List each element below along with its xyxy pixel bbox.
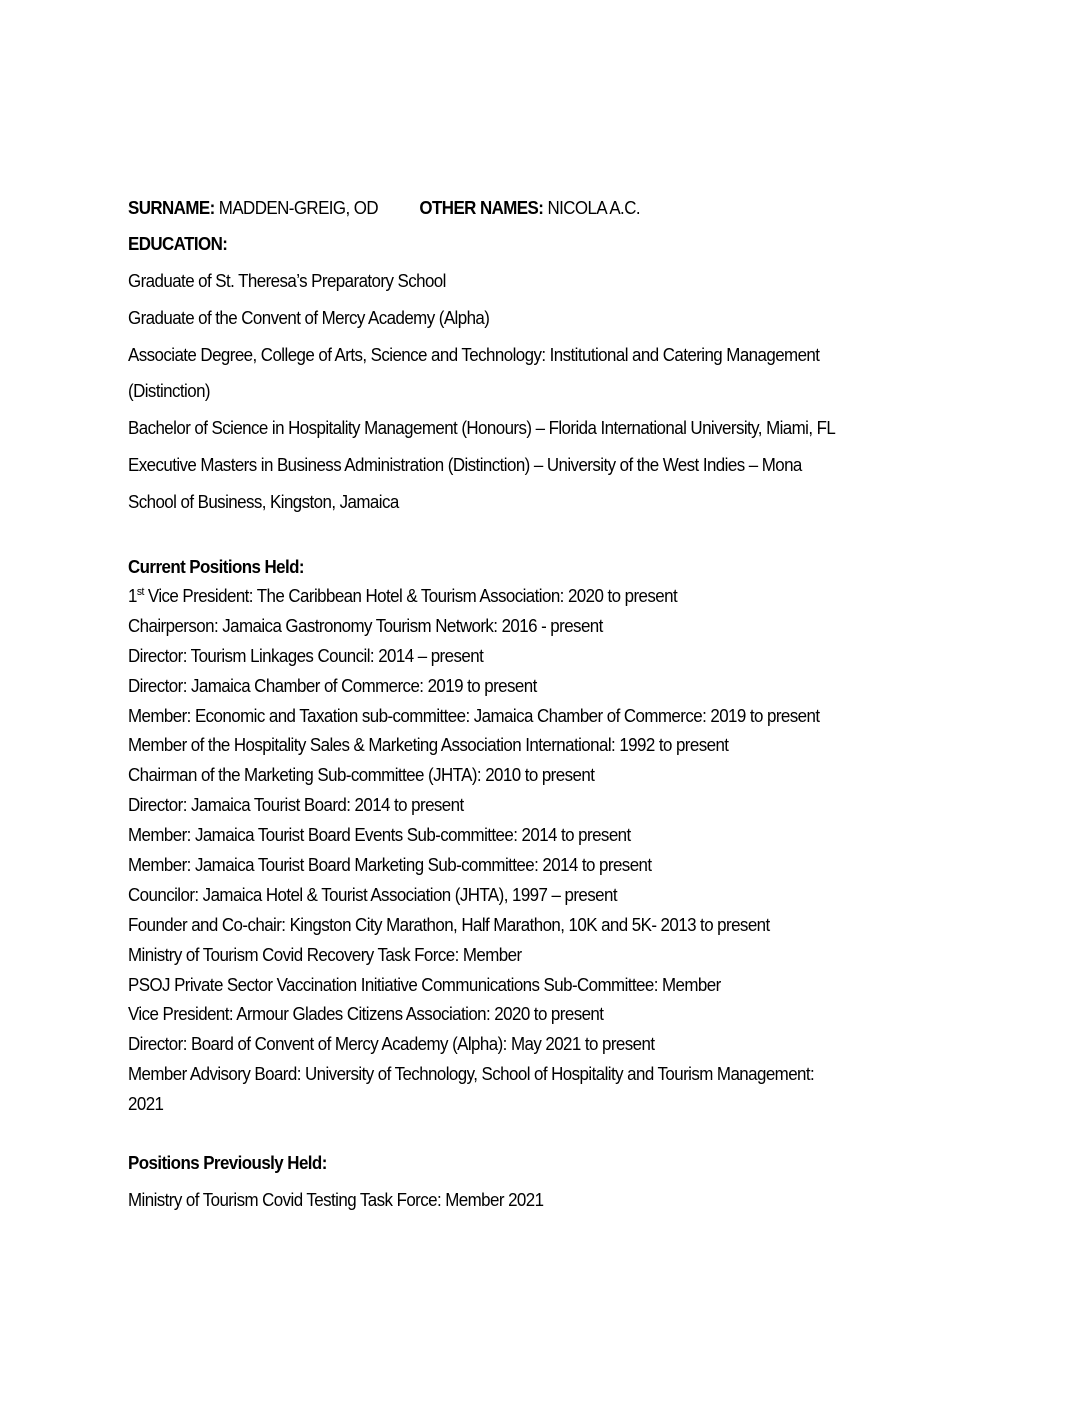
education-line: Bachelor of Science in Hospitality Management (Honours) – Florida International University, Miami, FL <box>128 418 836 439</box>
education-list <box>128 263 880 521</box>
position-line: Councilor: Jamaica Hotel & Tourist Association (JHTA), 1997 – present <box>128 884 617 905</box>
ordinal-suffix: st <box>136 586 144 598</box>
education-line: School of Business, Kingston, Jamaica <box>128 491 399 512</box>
current-positions-list <box>128 582 864 1120</box>
position-line: Member: Economic and Taxation sub-committee: Jamaica Chamber of Commerce: 2019 to present <box>128 705 820 726</box>
position-line: Vice President: Armour Glades Citizens Association: 2020 to present <box>128 1004 604 1025</box>
education-line: Graduate of St. Theresa’s Preparatory School <box>128 271 446 291</box>
position-line: Member of the Hospitality Sales & Marketing Association International: 1992 to present <box>128 735 729 756</box>
position-line: Chairperson: Jamaica Gastronomy Tourism Network: 2016 - present <box>128 615 603 636</box>
education-line: Associate Degree, College of Arts, Science and Technology: Institutional and Catering Management <box>128 344 820 365</box>
position-line: PSOJ Private Sector Vaccination Initiative Communications Sub-Committee: Member <box>128 974 721 995</box>
education-heading: EDUCATION: <box>128 234 228 254</box>
position-line: Member Advisory Board: University of Technology, School of Hospitality and Tourism Management: <box>128 1064 815 1085</box>
other-names-label: OTHER NAMES: <box>419 198 544 218</box>
ordinal-number: 1 <box>128 586 137 606</box>
position-line: Member: Jamaica Tourist Board Events Sub-committee: 2014 to present <box>128 825 631 846</box>
surname-label: SURNAME: <box>128 198 215 218</box>
previous-positions-heading: Positions Previously Held: <box>128 1153 327 1173</box>
previous-positions-list <box>128 1185 570 1215</box>
position-line: Director: Board of Convent of Mercy Academy (Alpha): May 2021 to present <box>128 1034 655 1055</box>
surname-value: MADDEN-GREIG, OD <box>214 198 379 218</box>
education-line: (Distinction) <box>128 381 210 402</box>
position-line: Founder and Co-chair: Kingston City Marathon, Half Marathon, 10K and 5K- 2013 to present <box>128 914 770 935</box>
position-line: 2021 <box>128 1094 164 1115</box>
position-line: Director: Tourism Linkages Council: 2014 – present <box>128 645 484 666</box>
position-line: Member: Jamaica Tourist Board Marketing Sub-committee: 2014 to present <box>128 855 652 876</box>
position-line: Director: Jamaica Chamber of Commerce: 2019 to present <box>128 675 537 696</box>
position-line: Director: Jamaica Tourist Board: 2014 to present <box>128 795 464 816</box>
current-positions-heading: Current Positions Held: <box>128 557 304 577</box>
position-text: Vice President: The Caribbean Hotel & Tourism Association: 2020 to present <box>143 586 678 606</box>
education-line: Executive Masters in Business Administration (Distinction) – University of the West Indies – Mona <box>128 454 802 475</box>
previous-position-line: Ministry of Tourism Covid Testing Task Force: Member 2021 <box>128 1190 544 1210</box>
position-line: Chairman of the Marketing Sub-committee (JHTA): 2010 to present <box>128 765 595 786</box>
position-line: Ministry of Tourism Covid Recovery Task Force: Member <box>128 944 522 965</box>
position-line <box>128 582 819 612</box>
other-names-value: NICOLA A.C. <box>543 198 640 218</box>
name-header <box>128 196 640 220</box>
education-line: Graduate of the Convent of Mercy Academy (Alpha) <box>128 307 490 328</box>
